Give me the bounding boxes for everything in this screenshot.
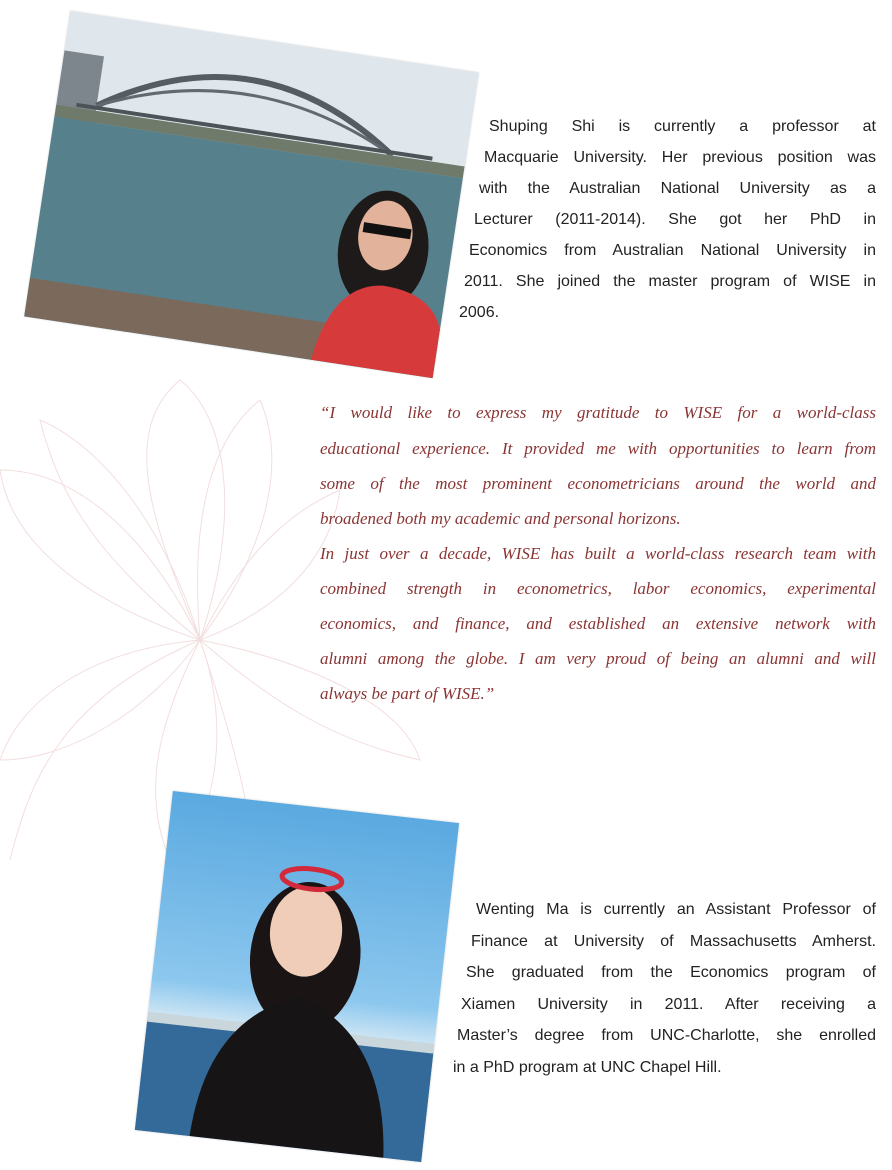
quote-line: alumni among the globe. I am very proud of being an alumni and will (320, 649, 876, 668)
bio-line: Master’s degree from UNC-Charlotte, she enrolled (457, 1027, 876, 1044)
quote-line: always be part of WISE.” (320, 684, 495, 703)
bio-line: Macquarie University. Her previous position was (484, 149, 876, 166)
bio-line: with the Australian National University as a (479, 180, 876, 197)
bio-line: 2006. (459, 304, 500, 321)
bio-line: Wenting Ma is currently an Assistant Professor of (476, 901, 876, 918)
bio-line: Shuping Shi is currently a professor at (489, 118, 876, 135)
quote-line: In just over a decade, WISE has built a world-class research team with (320, 544, 876, 563)
harbour-bridge-image (24, 10, 479, 377)
quote-line: some of the most prominent econometricians around the world and (320, 474, 876, 493)
bio-line: Finance at University of Massachusetts Amherst. (471, 933, 876, 950)
photo-wenting-ma (135, 791, 459, 1162)
bio-line: Economics from Australian National University in (469, 242, 876, 259)
photo-shuping-shi (24, 10, 479, 377)
bio-line: in a PhD program at UNC Chapel Hill. (453, 1059, 722, 1076)
bio-line: Lecturer (2011-2014). She got her PhD in (474, 211, 876, 228)
quote-line: economics, and finance, and established an extensive network with (320, 614, 876, 633)
quote-line: combined strength in econometrics, labor economics, experimental (320, 579, 876, 598)
quote-line: “I would like to express my gratitude to WISE for a world-class (320, 403, 876, 422)
bio-line: 2011. She joined the master program of WISE in (464, 273, 876, 290)
bio-line: She graduated from the Economics program of (466, 964, 876, 981)
quote-line: broadened both my academic and personal horizons. (320, 509, 681, 528)
bio-line: Xiamen University in 2011. After receiving a (461, 996, 876, 1013)
quote-line: educational experience. It provided me with opportunities to learn from (320, 439, 876, 458)
seaside-portrait-image (135, 791, 459, 1162)
